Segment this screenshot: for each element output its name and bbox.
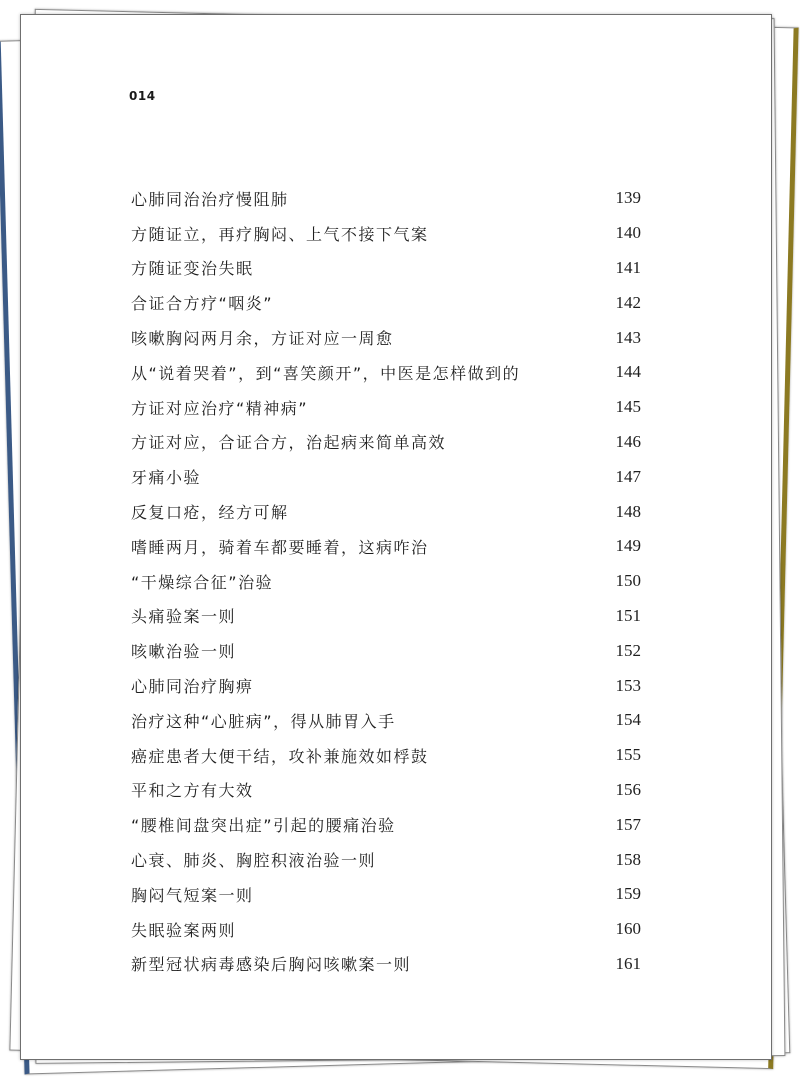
toc-entry-page: 144 — [615, 362, 641, 382]
toc-entry-page: 150 — [615, 571, 641, 591]
toc-entry[interactable] — [131, 529, 641, 564]
toc-entry-title: 方证对应治疗“精神病” — [131, 398, 309, 418]
toc-entry[interactable] — [131, 285, 641, 320]
toc-entry[interactable] — [131, 703, 641, 738]
toc-entry-title: 胸闷气短案一则 — [131, 885, 254, 905]
toc-entry[interactable] — [131, 877, 641, 912]
toc-entry-title: 咳嗽胸闷两月余，方证对应一周愈 — [131, 329, 394, 349]
toc-entry-page: 156 — [615, 779, 641, 799]
toc-entry[interactable] — [131, 494, 641, 529]
toc-entry-page: 161 — [615, 953, 641, 973]
toc-entry-title: 新型冠状病毒感染后胸闷咳嗽案一则 — [131, 955, 412, 975]
toc-entry-title: 咳嗽治验一则 — [131, 642, 237, 662]
toc-entry-page: 140 — [615, 223, 641, 243]
toc-entry[interactable] — [131, 738, 641, 773]
toc-entry-title: 从“说着哭着”，到“喜笑颜开”，中医是怎样做到的 — [131, 363, 521, 383]
toc-entry-title: 合证合方疗“咽炎” — [131, 294, 274, 314]
toc-entry-page: 153 — [615, 675, 641, 695]
toc-entry-page: 141 — [615, 257, 641, 277]
toc-entry-title: “腰椎间盘突出症”引起的腰痛治验 — [131, 816, 396, 836]
toc-entry[interactable] — [131, 459, 641, 494]
toc-entry-title: 心衰、肺炎、胸腔积液治验一则 — [131, 851, 377, 871]
toc-entry-page: 146 — [615, 431, 641, 451]
toc-entry-page: 151 — [615, 605, 641, 625]
toc-entry-title: 治疗这种“心脏病”，得从肺胃入手 — [131, 711, 396, 731]
toc-entry[interactable] — [131, 947, 641, 982]
toc-entry[interactable] — [131, 564, 641, 599]
toc-entry-page: 142 — [615, 292, 641, 312]
toc-entry-page: 149 — [615, 536, 641, 556]
toc-entry-page: 147 — [615, 466, 641, 486]
table-of-contents — [131, 181, 641, 981]
toc-entry-page: 148 — [615, 501, 641, 521]
toc-entry[interactable] — [131, 633, 641, 668]
toc-entry-title: 癌症患者大便干结，攻补兼施效如桴鼓 — [131, 746, 429, 766]
toc-entry-page: 160 — [615, 919, 641, 939]
toc-entry-title: “干燥综合征”治验 — [131, 572, 274, 592]
toc-entry-title: 方证对应，合证合方，治起病来简单高效 — [131, 433, 447, 453]
toc-entry-title: 牙痛小验 — [131, 468, 202, 488]
toc-entry[interactable] — [131, 355, 641, 390]
toc-entry[interactable] — [131, 842, 641, 877]
toc-entry[interactable] — [131, 912, 641, 947]
toc-entry[interactable] — [131, 773, 641, 808]
toc-entry-page: 158 — [615, 849, 641, 869]
toc-entry-title: 心肺同治疗胸痹 — [131, 677, 254, 697]
toc-entry-page: 143 — [615, 327, 641, 347]
toc-entry[interactable] — [131, 807, 641, 842]
toc-entry[interactable] — [131, 216, 641, 251]
toc-entry-title: 嗜睡两月，骑着车都要睡着，这病咋治 — [131, 537, 429, 557]
toc-entry-title: 头痛验案一则 — [131, 607, 237, 627]
toc-entry-title: 方随证变治失眠 — [131, 259, 254, 279]
toc-entry[interactable] — [131, 668, 641, 703]
toc-entry[interactable] — [131, 390, 641, 425]
toc-entry-page: 155 — [615, 745, 641, 765]
toc-entry[interactable] — [131, 320, 641, 355]
toc-entry-page: 139 — [615, 188, 641, 208]
toc-entry-title: 方随证立，再疗胸闷、上气不接下气案 — [131, 224, 429, 244]
toc-entry[interactable] — [131, 181, 641, 216]
toc-entry[interactable] — [131, 599, 641, 634]
toc-entry-page: 152 — [615, 640, 641, 660]
toc-entry-title: 反复口疮，经方可解 — [131, 503, 289, 523]
document-page — [20, 14, 772, 1060]
toc-entry-page: 154 — [615, 710, 641, 730]
toc-entry-page: 157 — [615, 814, 641, 834]
toc-entry-title: 失眠验案两则 — [131, 920, 237, 940]
toc-entry-page: 145 — [615, 397, 641, 417]
toc-entry-title: 平和之方有大效 — [131, 781, 254, 801]
page-number: 014 — [129, 89, 156, 103]
toc-entry[interactable] — [131, 425, 641, 460]
toc-entry-page: 159 — [615, 884, 641, 904]
toc-entry[interactable] — [131, 251, 641, 286]
toc-entry-title: 心肺同治治疗慢阻肺 — [131, 189, 289, 209]
